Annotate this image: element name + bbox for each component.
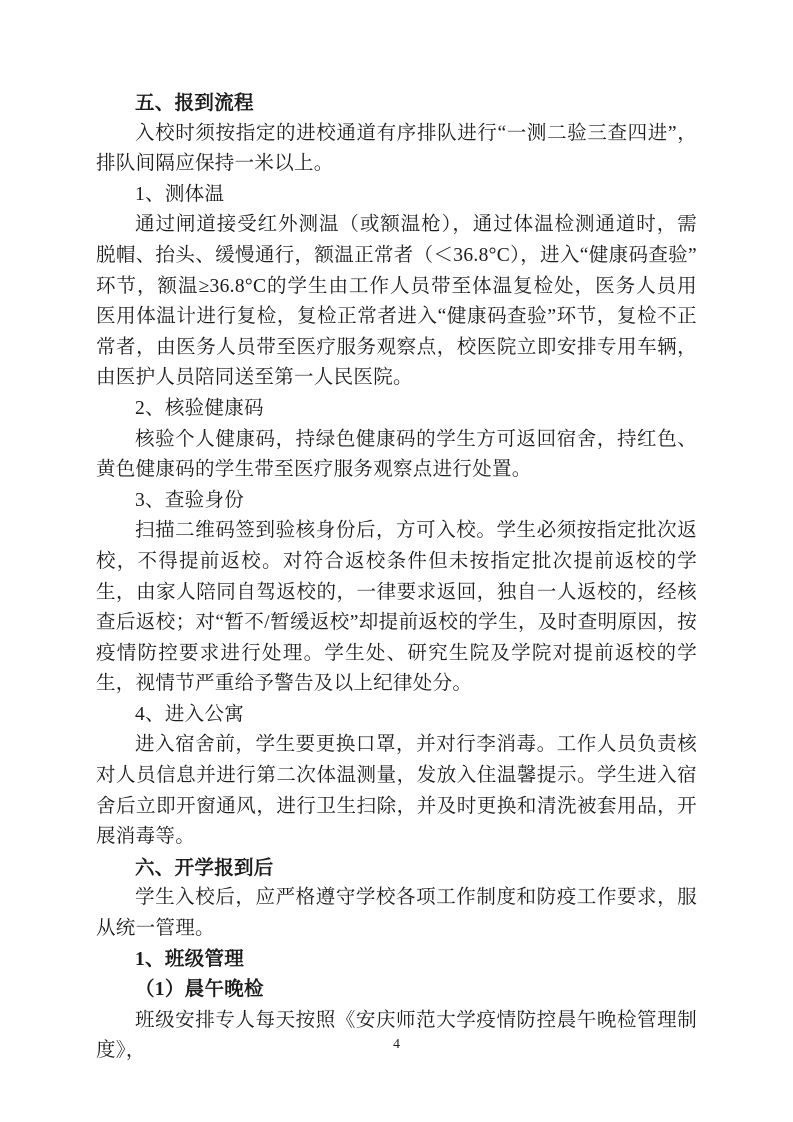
para-class-daily-check: 班级安排专人每天按照《安庆师范大学疫情防控晨午晚检管理制度》， [96,1009,697,1062]
para-after-checkin: 学生入校后，应严格遵守学校各项工作制度和防疫工作要求，服从统一管理。 [96,887,697,940]
page-number: 4 [393,1037,400,1052]
sub-morning-noon-evening-check: （1）晨午晚检 [135,979,264,1001]
para-enter-apartment-detail: 进入宿舍前，学生要更换口罩，并对行李消毒。工作人员负责核对人员信息并进行第二次体温测量，发放入住温馨提示。学生进入宿舍后立即开窗通风，进行卫生扫除，并及时更换和清洗被套用品，开展消毒等。 [96,734,697,848]
section-6-heading: 六、开学报到后 [135,856,274,879]
sub-3-identity-check: 3、查验身份 [135,489,245,511]
para-entry-procedure: 入校时须按指定的进校通道有序排队进行“一测二验三查四进”，排队间隔应保持一米以上。 [96,122,697,175]
sub-4-enter-apartment: 4、进入公寓 [135,703,245,725]
sub-class-management: 1、班级管理 [135,948,245,970]
sub-1-temperature-check: 1、测体温 [135,183,225,205]
para-identity-check-detail: 扫描二维码签到验核身份后，方可入校。学生必须按指定批次返校，不得提前返校。对符合返校条件但未按指定批次提前返校的学生，由家人陪同自驾返校的，一律要求返回，独自一人返校的，经核查后返校；对“暂不/暂缓返校”却提前返校的学生，及时查明原因，按疫情防控要求进行处理。学生处、研究生院及学院对提前返校的学生，视情节严重给予警告及以上纪律处分。 [96,520,697,695]
para-health-code-detail: 核验个人健康码，持绿色健康码的学生方可返回宿舍，持红色、黄色健康码的学生带至医疗服务观察点进行处置。 [96,428,697,481]
section-5-heading: 五、报到流程 [135,92,254,114]
sub-2-health-code-verify: 2、核验健康码 [135,397,264,419]
para-temperature-check-detail: 通过闸道接受红外测温（或额温枪），通过体温检测通道时，需脱帽、抬头、缓慢通行，额温正常者（＜36.8°C），进入“健康码查验”环节，额温≥36.8°C的学生由工作人员带至体温复检处，医务人员用医用体温计进行复检，复检正常者进入“健康码查验”环节，复检不正常者，由医务人员带至医疗服务观察点，校医院立即安排专用车辆，由医护人员陪同送至第一人民医院。 [96,214,697,389]
